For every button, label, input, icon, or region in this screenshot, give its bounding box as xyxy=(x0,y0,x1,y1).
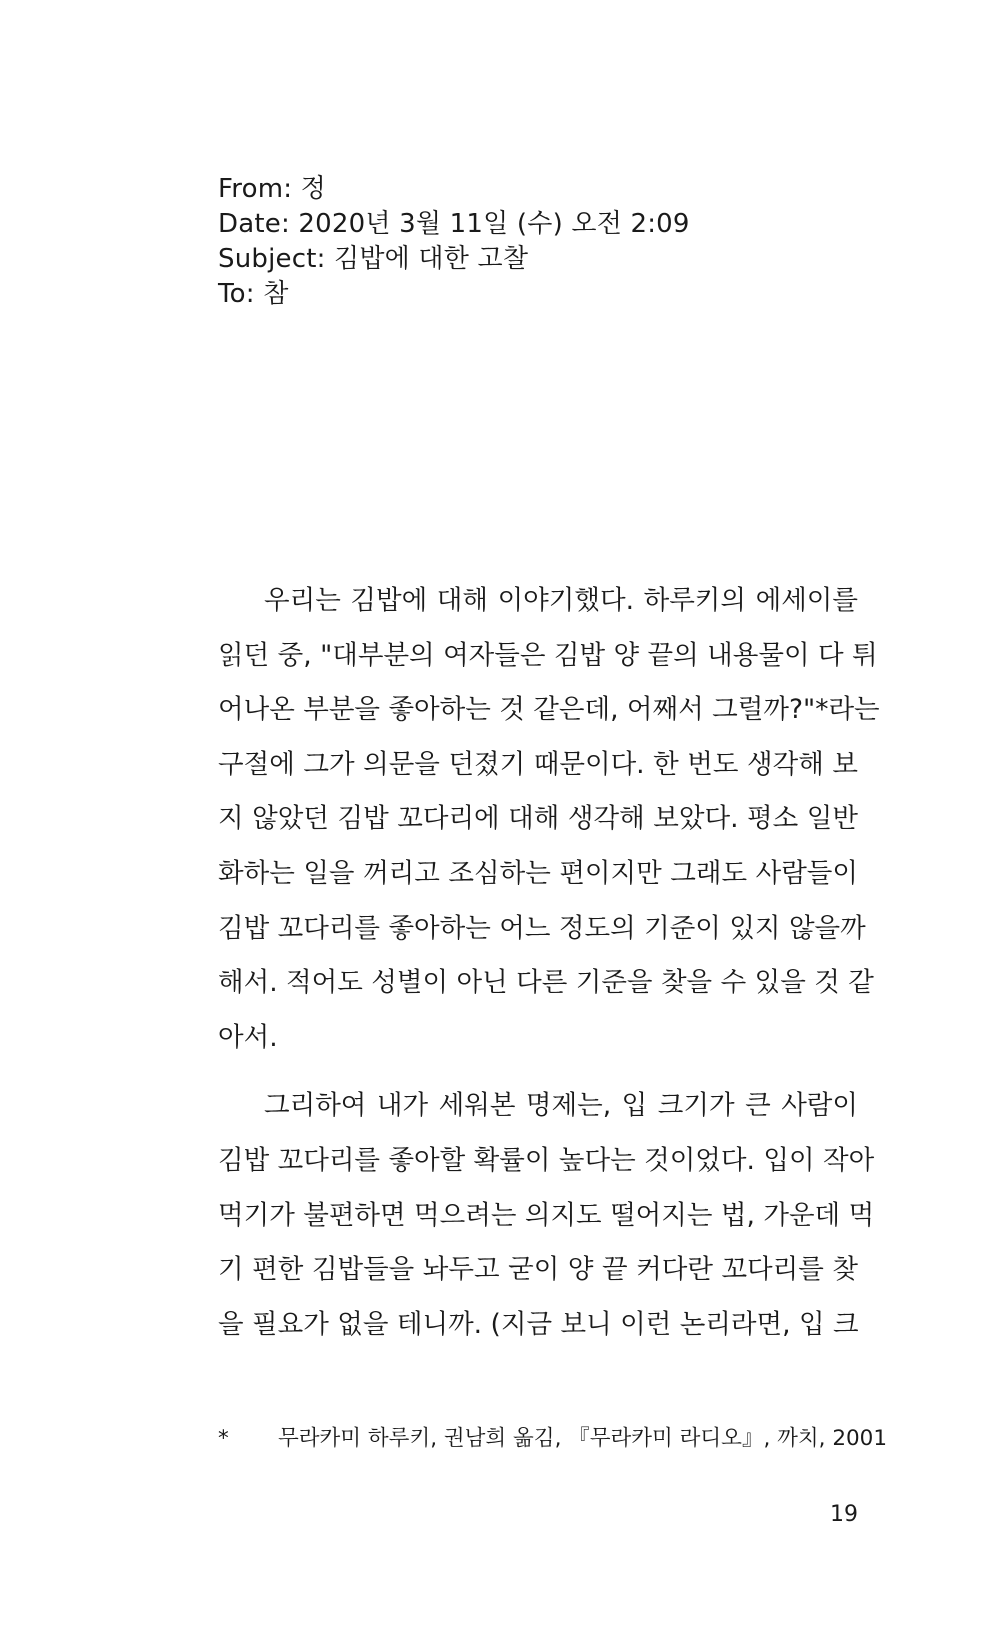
paragraph-line: 읽던 중, "대부분의 여자들은 김밥 양 끝의 내용물이 다 튀 xyxy=(218,639,878,671)
paragraph-line: 해서. 적어도 성별이 아닌 다른 기준을 찾을 수 있을 것 같 xyxy=(218,967,874,999)
paragraph-line: 어나온 부분을 좋아하는 것 같은데, 어째서 그럴까?"*라는 xyxy=(218,694,880,726)
email-to: To: 참 xyxy=(218,279,289,309)
paragraph-line: 구절에 그가 의문을 던졌기 때문이다. 한 번도 생각해 보 xyxy=(218,748,858,780)
footnote-text: 무라카미 하루키, 권남희 옮김, 『무라카미 라디오』, 까치, 2001 xyxy=(278,1426,888,1451)
paragraph-line: 우리는 김밥에 대해 이야기했다. 하루키의 에세이를 xyxy=(264,585,858,616)
paragraph-line: 먹기가 불편하면 먹으려는 의지도 떨어지는 법, 가운데 먹 xyxy=(218,1199,875,1231)
footnote-mark: * xyxy=(218,1426,229,1451)
body-text xyxy=(218,574,880,1352)
paragraph-line: 그리하여 내가 세워본 명제는, 입 크기가 큰 사람이 xyxy=(264,1090,858,1122)
paragraph-line: 화하는 일을 꺼리고 조심하는 편이지만 그래도 사람들이 xyxy=(218,857,858,889)
page-number: 19 xyxy=(830,1502,858,1527)
email-header xyxy=(218,172,858,312)
footnote xyxy=(218,1424,888,1454)
email-subject: Subject: 김밥에 대한 고찰 xyxy=(218,244,529,274)
email-from: From: 정 xyxy=(218,174,326,204)
paragraph-line: 김밥 꼬다리를 좋아할 확률이 높다는 것이었다. 입이 작아 xyxy=(218,1144,875,1176)
paragraph-line: 아서. xyxy=(218,1021,278,1053)
paragraph-1 xyxy=(218,574,880,1065)
paragraph-line: 지 않았던 김밥 꼬다리에 대해 생각해 보았다. 평소 일반 xyxy=(218,803,858,835)
email-date: Date: 2020년 3월 11일 (수) 오전 2:09 xyxy=(218,209,690,239)
paragraph-line: 을 필요가 없을 테니까. (지금 보니 이런 논리라면, 입 크 xyxy=(218,1308,859,1340)
paragraph-line: 김밥 꼬다리를 좋아하는 어느 정도의 기준이 있지 않을까 xyxy=(218,912,866,944)
paragraph-line: 기 편한 김밥들을 놔두고 굳이 양 끝 커다란 꼬다리를 찾 xyxy=(218,1254,858,1286)
paragraph-2 xyxy=(218,1079,875,1352)
